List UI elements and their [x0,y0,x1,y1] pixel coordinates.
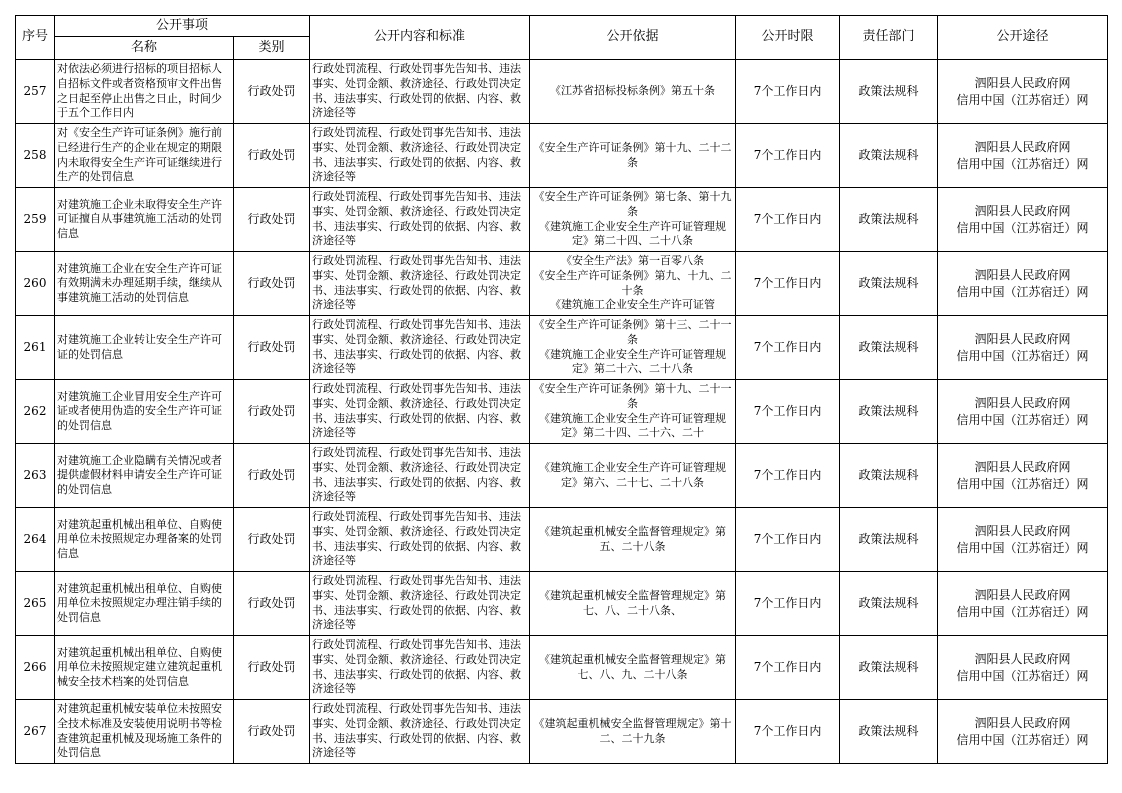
channel-line: 泗阳县人民政府网 [974,267,1071,282]
row-name [55,124,234,188]
row-time-limit: 7个工作日内 [736,636,840,700]
row-content-text: 行政处罚流程、行政处罚事先告知书、违法事实、处罚金额、救济途径、行政处罚决定书、违法事实、行政处罚的依据、内容、救济途径等 [312,254,522,312]
row-content-text: 行政处罚流程、行政处罚事先告知书、违法事实、处罚金额、救济途径、行政处罚决定书、违法事实、行政处罚的依据、内容、救济途径等 [312,574,522,632]
channel-line: 信用中国（江苏宿迁）网 [956,348,1089,363]
row-name-text: 对建筑施工企业在安全生产许可证有效期满未办理延期手续，继续从事建筑施工活动的处罚信息 [57,261,222,304]
row-time-limit: 7个工作日内 [736,60,840,124]
row-dept: 政策法规科 [840,636,938,700]
row-basis [530,700,736,764]
row-name [55,60,234,124]
row-category: 行政处罚 [234,636,310,700]
basis-line: 《建筑起重机械安全监督管理规定》第七、八、二十八条、 [539,588,727,617]
table-row [16,572,1108,636]
row-seq: 265 [16,572,55,636]
row-content-text: 行政处罚流程、行政处罚事先告知书、违法事实、处罚金额、救济途径、行政处罚决定书、违法事实、行政处罚的依据、内容、救济途径等 [312,126,522,184]
table-row [16,124,1108,188]
row-content-text: 行政处罚流程、行政处罚事先告知书、违法事实、处罚金额、救济途径、行政处罚决定书、违法事实、行政处罚的依据、内容、救济途径等 [312,190,522,248]
basis-line: 《建筑起重机械安全监督管理规定》第十二、二十九条 [533,716,732,745]
channel-line: 泗阳县人民政府网 [974,587,1071,602]
row-time-limit: 7个工作日内 [736,572,840,636]
row-channel [938,380,1108,444]
row-name [55,380,234,444]
row-content [310,444,530,508]
row-basis [530,444,736,508]
row-basis-lines [532,653,733,682]
row-category: 行政处罚 [234,572,310,636]
row-time-limit: 7个工作日内 [736,124,840,188]
row-content [310,60,530,124]
row-basis [530,188,736,252]
row-dept: 政策法规科 [840,316,938,380]
row-category: 行政处罚 [234,508,310,572]
row-content [310,508,530,572]
header-category: 类别 [234,37,310,60]
row-content [310,252,530,316]
row-basis [530,508,736,572]
row-basis-lines [532,254,733,312]
row-channel [938,316,1108,380]
channel-line: 泗阳县人民政府网 [974,75,1071,90]
row-basis [530,252,736,316]
channel-line: 信用中国（江苏宿迁）网 [956,732,1089,747]
row-seq: 267 [16,700,55,764]
row-basis [530,572,736,636]
row-seq: 258 [16,124,55,188]
table-row [16,444,1108,508]
table-row [16,508,1108,572]
channel-line: 信用中国（江苏宿迁）网 [956,220,1089,235]
row-basis-lines [532,717,733,746]
channel-line: 信用中国（江苏宿迁）网 [956,92,1089,107]
row-content [310,380,530,444]
row-content [310,700,530,764]
row-content-text: 行政处罚流程、行政处罚事先告知书、违法事实、处罚金额、救济途径、行政处罚决定书、违法事实、行政处罚的依据、内容、救济途径等 [312,382,522,440]
channel-line: 泗阳县人民政府网 [974,459,1071,474]
table-row [16,316,1108,380]
row-category: 行政处罚 [234,252,310,316]
row-channel [938,636,1108,700]
row-content [310,124,530,188]
row-name-text: 对建筑起重机械出租单位、自购使用单位未按照规定办理备案的处罚信息 [57,517,222,560]
header-seq: 序号 [16,16,55,60]
basis-line: 《安全生产许可证条例》第十九、二十二条 [533,140,732,169]
row-content-text: 行政处罚流程、行政处罚事先告知书、违法事实、处罚金额、救济途径、行政处罚决定书、违法事实、行政处罚的依据、内容、救济途径等 [312,638,522,696]
channel-line: 泗阳县人民政府网 [974,139,1071,154]
row-channel [938,252,1108,316]
basis-line: 《安全生产许可证条例》第十九、二十一条 [533,382,732,410]
row-channel [938,508,1108,572]
row-name-text: 对依法必须进行招标的项目招标人自招标文件或者资格预审文件出售之日起至停止出售之日止，时间少于五个工作日内 [57,62,222,120]
row-content [310,316,530,380]
channel-line: 信用中国（江苏宿迁）网 [956,156,1089,171]
row-basis-lines [532,525,733,554]
row-basis-lines [532,84,733,99]
channel-line: 泗阳县人民政府网 [974,331,1071,346]
row-basis-lines [532,382,733,440]
row-basis-lines [532,190,733,248]
channel-line: 信用中国（江苏宿迁）网 [956,540,1089,555]
row-dept: 政策法规科 [840,508,938,572]
row-category: 行政处罚 [234,444,310,508]
channel-line: 信用中国（江苏宿迁）网 [956,412,1089,427]
row-dept: 政策法规科 [840,60,938,124]
row-category: 行政处罚 [234,60,310,124]
row-name-text: 对建筑起重机械出租单位、自购使用单位未按照规定办理注销手续的处罚信息 [57,581,222,624]
table-row [16,60,1108,124]
row-channel [938,572,1108,636]
row-content-text: 行政处罚流程、行政处罚事先告知书、违法事实、处罚金额、救济途径、行政处罚决定书、违法事实、行政处罚的依据、内容、救济途径等 [312,702,522,760]
row-dept: 政策法规科 [840,572,938,636]
row-basis [530,124,736,188]
row-dept: 政策法规科 [840,188,938,252]
basis-line: 《安全生产许可证条例》第九、十九、二十条 [533,268,732,297]
row-category: 行政处罚 [234,188,310,252]
row-basis-lines [532,589,733,618]
row-seq: 264 [16,508,55,572]
row-content [310,572,530,636]
row-name [55,252,234,316]
header-time-limit: 公开时限 [736,16,840,60]
row-name [55,636,234,700]
channel-line: 泗阳县人民政府网 [974,715,1071,730]
row-name [55,508,234,572]
row-name [55,188,234,252]
row-name-text: 对建筑施工企业冒用安全生产许可证或者使用伪造的安全生产许可证的处罚信息 [57,389,222,432]
row-seq: 259 [16,188,55,252]
row-name-text: 对建筑起重机械安装单位未按照安全技术标准及安装使用说明书等检查建筑起重机械及现场施工条件的处罚信息 [57,702,222,760]
row-channel [938,444,1108,508]
table-row [16,636,1108,700]
header-name: 名称 [55,37,234,60]
basis-line: 《建筑起重机械安全监督管理规定》第七、八、九、二十八条 [539,652,727,681]
channel-line: 信用中国（江苏宿迁）网 [956,284,1089,299]
row-name [55,444,234,508]
row-basis [530,60,736,124]
row-category: 行政处罚 [234,316,310,380]
row-time-limit: 7个工作日内 [736,508,840,572]
row-dept: 政策法规科 [840,252,938,316]
channel-line: 信用中国（江苏宿迁）网 [956,668,1089,683]
row-dept: 政策法规科 [840,124,938,188]
row-seq: 257 [16,60,55,124]
row-category: 行政处罚 [234,124,310,188]
basis-line: 《安全生产许可证条例》第十三、二十一条 [533,318,732,346]
row-seq: 263 [16,444,55,508]
row-time-limit: 7个工作日内 [736,444,840,508]
row-content-text: 行政处罚流程、行政处罚事先告知书、违法事实、处罚金额、救济途径、行政处罚决定书、违法事实、行政处罚的依据、内容、救济途径等 [312,510,522,568]
row-content-text: 行政处罚流程、行政处罚事先告知书、违法事实、处罚金额、救济途径、行政处罚决定书、违法事实、行政处罚的依据、内容、救济途径等 [312,446,522,504]
header-basis: 公开依据 [530,16,736,60]
row-time-limit: 7个工作日内 [736,188,840,252]
basis-line: 《建筑起重机械安全监督管理规定》第五、二十八条 [539,524,727,553]
channel-line: 信用中国（江苏宿迁）网 [956,476,1089,491]
basis-line: 《安全生产法》第一百零八条 [561,254,705,268]
channel-line: 信用中国（江苏宿迁）网 [956,604,1089,619]
row-seq: 262 [16,380,55,444]
row-content [310,636,530,700]
row-time-limit: 7个工作日内 [736,252,840,316]
row-category: 行政处罚 [234,380,310,444]
basis-line: 《建筑施工企业安全生产许可证管理规定》第二十六、二十八条 [539,347,727,376]
basis-line: 《建筑施工企业安全生产许可证管理规定》第六、二十七、二十八条 [539,460,727,489]
table-row [16,188,1108,252]
table-row [16,252,1108,316]
row-basis [530,380,736,444]
table-row [16,700,1108,764]
row-content [310,188,530,252]
row-basis [530,636,736,700]
row-basis-lines [532,141,733,170]
row-seq: 260 [16,252,55,316]
row-name [55,700,234,764]
basis-line: 《建筑施工企业安全生产许可证管 [550,298,716,312]
basis-line: 《江苏省招标投标条例》第五十条 [550,84,716,98]
row-time-limit: 7个工作日内 [736,700,840,764]
channel-line: 泗阳县人民政府网 [974,523,1071,538]
basis-line: 《安全生产许可证条例》第七条、第十九条 [533,190,732,218]
row-name-text: 对建筑起重机械出租单位、自购使用单位未按照规定建立建筑起重机械安全技术档案的处罚信息 [57,645,222,688]
row-name-text: 对《安全生产许可证条例》施行前已经进行生产的企业在规定的期限内未取得安全生产许可证继续进行生产的处罚信息 [57,126,222,184]
row-basis [530,316,736,380]
row-time-limit: 7个工作日内 [736,380,840,444]
row-time-limit: 7个工作日内 [736,316,840,380]
row-seq: 261 [16,316,55,380]
row-dept: 政策法规科 [840,700,938,764]
header-channel: 公开途径 [938,16,1108,60]
table-body [16,60,1108,764]
row-basis-lines [532,318,733,376]
header-dept: 责任部门 [840,16,938,60]
table-row [16,380,1108,444]
row-dept: 政策法规科 [840,380,938,444]
disclosure-table [15,15,1108,764]
channel-line: 泗阳县人民政府网 [974,395,1071,410]
row-dept: 政策法规科 [840,444,938,508]
row-channel [938,60,1108,124]
row-channel [938,188,1108,252]
channel-line: 泗阳县人民政府网 [974,651,1071,666]
channel-line: 泗阳县人民政府网 [974,203,1071,218]
row-name-text: 对建筑施工企业隐瞒有关情况或者提供虚假材料申请安全生产许可证的处罚信息 [57,453,222,496]
row-category: 行政处罚 [234,700,310,764]
header-item-group: 公开事项 [55,16,310,37]
basis-line: 《建筑施工企业安全生产许可证管理规定》第二十四、二十八条 [539,219,727,248]
row-channel [938,124,1108,188]
row-content-text: 行政处罚流程、行政处罚事先告知书、违法事实、处罚金额、救济途径、行政处罚决定书、违法事实、行政处罚的依据、内容、救济途径等 [312,318,522,376]
basis-line: 《建筑施工企业安全生产许可证管理规定》第二十四、二十六、二十 [539,411,727,440]
header-content: 公开内容和标准 [310,16,530,60]
row-seq: 266 [16,636,55,700]
row-name [55,316,234,380]
row-name [55,572,234,636]
row-channel [938,700,1108,764]
row-basis-lines [532,461,733,490]
row-name-text: 对建筑施工企业未取得安全生产许可证擅自从事建筑施工活动的处罚信息 [57,197,222,240]
row-content-text: 行政处罚流程、行政处罚事先告知书、违法事实、处罚金额、救济途径、行政处罚决定书、违法事实、行政处罚的依据、内容、救济途径等 [312,62,522,120]
row-name-text: 对建筑施工企业转让安全生产许可证的处罚信息 [57,332,222,361]
